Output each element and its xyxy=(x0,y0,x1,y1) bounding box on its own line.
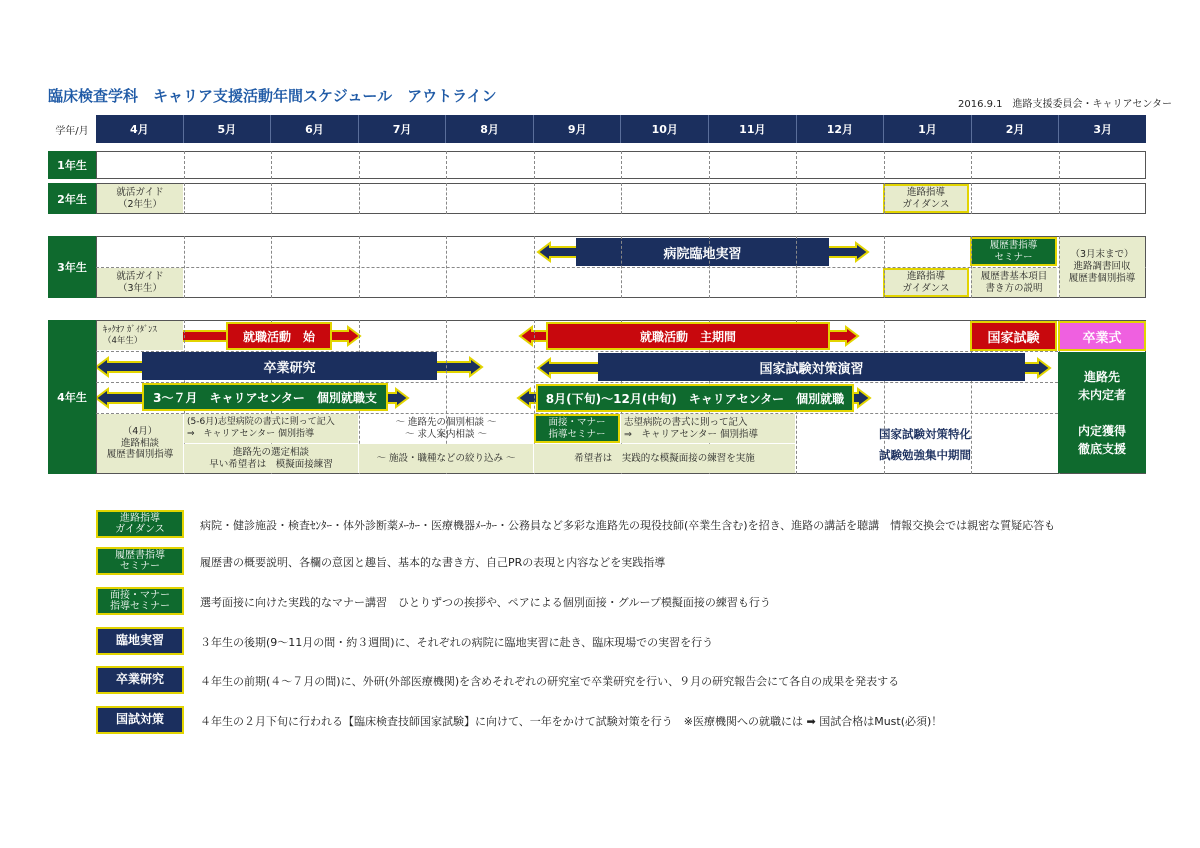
column-line xyxy=(446,183,447,214)
date-organization: 2016.9.1 進路支援委員会・キャリアセンター xyxy=(958,99,1173,110)
column-line xyxy=(534,236,535,298)
y4-narrowing-note: ～ 施設・職種などの絞り込み ～ xyxy=(359,444,533,473)
column-line xyxy=(184,236,185,298)
y4-interview-seminar: 面接・マナー 指導セミナー xyxy=(534,414,620,443)
column-line xyxy=(971,183,972,214)
year-2-label: 2年生 xyxy=(48,183,96,214)
column-line xyxy=(271,183,272,214)
y4-graduation: 卒業式 xyxy=(1058,321,1146,351)
y2-job-guide: 就活ガイド （2年生） xyxy=(97,184,183,213)
y3-resume-note: 履歴書基本項目 書き方の説明 xyxy=(971,268,1057,297)
y4-graduation-research: 卒業研究 xyxy=(142,352,437,380)
column-line xyxy=(446,236,447,298)
column-line xyxy=(621,236,622,298)
column-line xyxy=(884,151,885,179)
y2-career-guidance: 進路指導 ガイダンス xyxy=(883,184,969,213)
month-5: 8月 xyxy=(446,115,534,143)
y4-mock-interview-note: 希望者は 実践的な模擬面接の練習を実施 xyxy=(534,444,795,473)
grade-month-label: 学年/月 xyxy=(55,125,89,137)
y4-unplaced-label: 進路先 未内定者 xyxy=(1077,369,1126,402)
month-1: 4月 xyxy=(96,115,184,143)
year-1-label: 1年生 xyxy=(48,151,96,179)
y4-hospital-form-note: 志望病院の書式に則って記入 ⇒ キャリアセンター 個別指導 xyxy=(621,414,795,443)
y4-mayjun-note: (5-6月)志望病院の書式に則って記入 ⇒ キャリアセンター 個別指導 xyxy=(184,414,358,443)
y4-career-center-apr-jul: 3～７月 キャリアセンター 個別就職支 xyxy=(142,383,388,411)
page-title: 臨床検査学科 キャリア支援活動年間スケジュール アウトライン xyxy=(48,87,497,105)
legend-label-2: 履歴書指導 セミナー xyxy=(96,547,184,575)
column-line xyxy=(709,183,710,214)
y4-job-hunt-start: 就職活動 始 xyxy=(226,322,332,350)
legend-text-3: 選考面接に向けた実践的なマナー講習 ひとりずつの挨拶や、ペアによる個別面接・グループ模擬面接の練習も行う xyxy=(200,596,771,609)
column-line xyxy=(709,236,710,298)
column-line xyxy=(184,183,185,214)
month-11: 2月 xyxy=(972,115,1060,143)
column-line xyxy=(884,183,885,214)
column-line xyxy=(271,236,272,298)
column-line xyxy=(446,151,447,179)
y4-unplaced-support xyxy=(1058,352,1146,473)
column-line xyxy=(621,183,622,214)
legend-text-4: ３年生の後期(9～11月の間・約３週間)に、それぞれの病院に臨地実習に赴き、臨床現場での実習を行う xyxy=(200,636,714,649)
column-line xyxy=(359,183,360,214)
column-line xyxy=(271,151,272,179)
year-4-label: 4年生 xyxy=(48,320,96,474)
y4-career-center-aug-dec: 8月(下旬)～12月(中旬) キャリアセンター 個別就職 xyxy=(536,384,854,412)
month-10: 1月 xyxy=(884,115,972,143)
month-7: 10月 xyxy=(621,115,709,143)
y4-support-label: 内定獲得 徹底支援 xyxy=(1077,423,1126,456)
column-line xyxy=(534,151,535,179)
y4-selection-note: 進路先の選定相談 早い希望者は 模擬面接練習 xyxy=(184,444,358,473)
legend-text-2: 履歴書の概要説明、各欄の意図と趣旨、基本的な書き方、自己PRの表現と内容などを実践指導 xyxy=(200,556,666,569)
y3-career-guidance: 進路指導 ガイダンス xyxy=(883,268,969,297)
column-line xyxy=(359,236,360,298)
month-3: 6月 xyxy=(271,115,359,143)
legend-text-5: ４年生の前期(４～７月の間)に、外研(外部医療機関)を含めそれぞれの研究室で卒業研究を行い、９月の研究報告会にて各自の成果を発表する xyxy=(200,675,900,688)
y3-job-guide: 就活ガイド （3年生） xyxy=(97,268,183,297)
column-line xyxy=(534,183,535,214)
legend-label-6: 国試対策 xyxy=(96,706,184,734)
y3-resume-seminar: 履歴書指導 セミナー xyxy=(970,237,1057,266)
y4-national-exam: 国家試験 xyxy=(970,321,1057,351)
y4-kickoff: ｷｯｸｵﾌ ｶﾞｲﾀﾞﾝｽ （4年生） xyxy=(97,321,183,350)
column-line xyxy=(971,236,972,298)
column-line xyxy=(1059,236,1060,298)
legend-text-6: ４年生の２月下旬に行われる【臨床検査技師国家試験】に向けて、一年をかけて試験対策を行う ※医療機関への就職には ➡ 国試合格はMust(必須)！ xyxy=(200,715,943,728)
column-line xyxy=(359,151,360,179)
y4-job-hunt-main: 就職活動 主期間 xyxy=(546,322,830,350)
y3-march-note: （3月末まで） 進路調書回収 履歴書個別指導 xyxy=(1059,237,1145,297)
column-line xyxy=(1059,183,1060,214)
legend-label-1: 進路指導 ガイダンス xyxy=(96,510,184,538)
legend-label-5: 卒業研究 xyxy=(96,666,184,694)
y3-hospital-practicum: 病院臨地実習 xyxy=(576,238,829,266)
column-line xyxy=(184,151,185,179)
month-2: 5月 xyxy=(184,115,272,143)
column-line xyxy=(796,151,797,179)
month-8: 11月 xyxy=(709,115,797,143)
month-4: 7月 xyxy=(359,115,447,143)
legend-text-1: 病院・健診施設・検査ｾﾝﾀｰ・体外診断薬ﾒｰｶｰ・医療機器ﾒｰｶｰ・公務員など多彩な進路先の現役技師(卒業生含む)を招き、進路の講話を聴講 情報交換会では親密な質疑応答も xyxy=(200,519,1056,532)
column-line xyxy=(1059,151,1060,179)
month-9: 12月 xyxy=(797,115,885,143)
column-line xyxy=(796,183,797,214)
legend-label-4: 臨地実習 xyxy=(96,627,184,655)
month-6: 9月 xyxy=(534,115,622,143)
year-3-label: 3年生 xyxy=(48,236,96,298)
y4-consult-note: ～ 進路先の個別相談 ～ ～ 求人案内相談 ～ xyxy=(395,416,497,440)
y4-april-note: （4月） 進路相談 履歴書個別指導 xyxy=(97,414,183,473)
column-line xyxy=(796,236,797,298)
column-line xyxy=(709,151,710,179)
y4-exam-focus-note: 国家試験対策特化 試験勉強集中期間 xyxy=(879,427,971,462)
column-line xyxy=(621,151,622,179)
column-line xyxy=(971,151,972,179)
y4-national-exam-drill: 国家試験対策演習 xyxy=(598,353,1025,381)
legend-label-3: 面接・マナー 指導セミナー xyxy=(96,587,184,615)
month-12: 3月 xyxy=(1093,123,1112,136)
column-line xyxy=(884,236,885,298)
